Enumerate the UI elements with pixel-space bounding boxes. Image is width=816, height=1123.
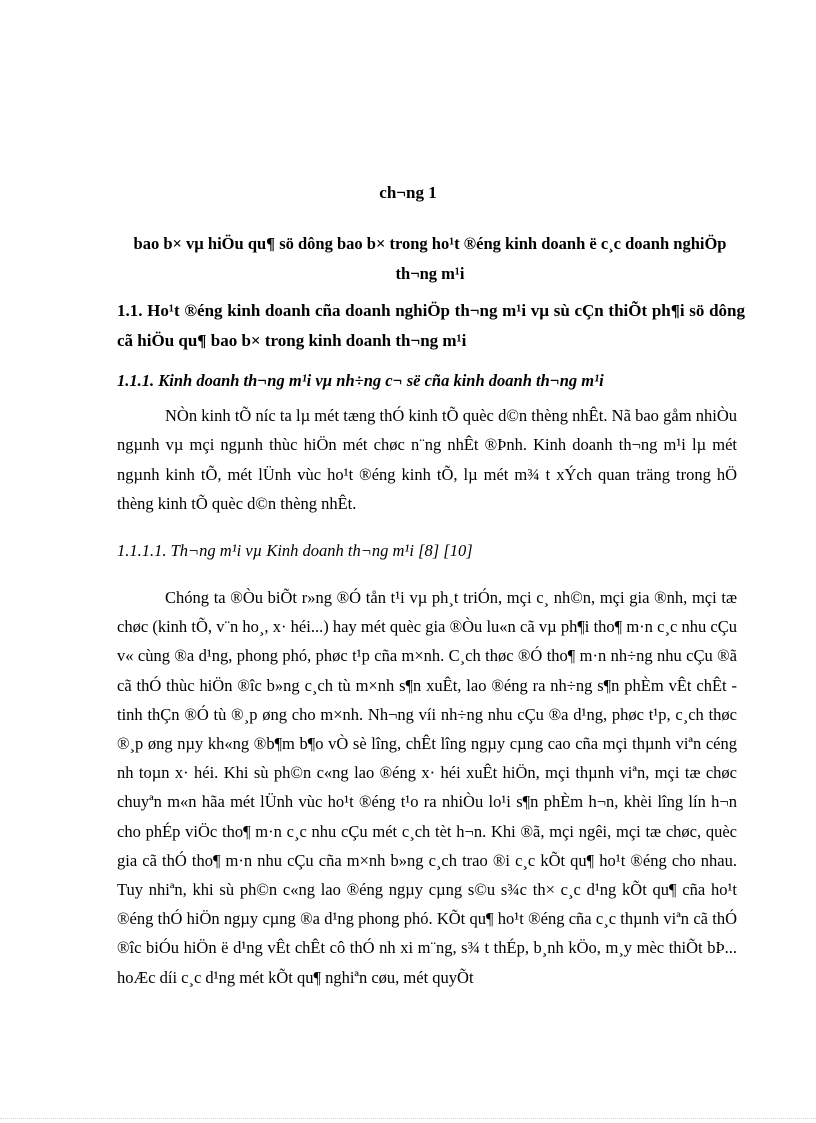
section-1-1-1-1-heading: 1.1.1.1. Th¬ng m¹i vµ Kinh doanh th¬ng m¹i [8] [10] bbox=[117, 541, 473, 560]
section-1-1-heading: 1.1. Ho¹t ®éng kinh doanh cña doanh nghiÖp th¬ng m¹i vµ sù cÇn thiÕt ph¶i sö dông cã hiÖu qu¶ bao b× trong kinh doanh th¬ng m¹i bbox=[117, 301, 745, 350]
chapter-heading: ch¬ng 1 bbox=[379, 183, 437, 202]
body-paragraph: NÒn kinh tÕ níc ta lµ mét tæng thÓ kinh tÕ quèc d©n thèng nhÊt. Nã bao gåm nhiÒu ngµnh vµ mçi ngµnh thùc hiÖn mét chøc n¨ng nhÊt ®Þnh. Kinh doanh th¬ng m¹i lµ mét ngµnh kinh tÕ, mét lÜnh vùc ho¹t ®éng kinh tÕ, lµ mét m¾ t xÝch quan träng trong hÖ thèng kinh tÕ quèc d©n thèng nhÊt. bbox=[117, 406, 737, 513]
section-1-1-1-heading: 1.1.1. Kinh doanh th¬ng m¹i vµ nh÷ng c¬ së cña kinh doanh th¬ng m¹i bbox=[117, 371, 604, 390]
chapter-title: bao b× vµ hiÖu qu¶ sö dông bao b× trong ho¹t ®éng kinh doanh ë c¸c doanh nghiÖp th¬ng m¹i bbox=[133, 234, 727, 283]
body-paragraph: Chóng ta ®Òu biÕt r»ng ®Ó tån t¹i vµ ph¸t triÓn, mçi c¸ nh©n, mçi gia ®nh, mçi tæ chøc (kinh tÕ, v¨n ho¸, x· héi...) hay mét quèc gia ®Òu lu«n cã vµ ph¶i tho¶ m·n c¸c nhu cÇu v« cùng ®a d¹ng, phong phó, phøc t¹p cña m×nh. C¸ch thøc ®Ó tho¶ m·n nh÷ng nhu cÇu ®ã cã thÓ thùc hiÖn ®îc b»ng c¸ch tù m×nh s¶n xuÊt, lao ®éng ra nh÷ng s¶n phÈm vÊt chÊt - tinh thÇn ®Ó tù ®¸p øng cho m×nh. Nh¬ng víi nh÷ng nhu cÇu ®a d¹ng, phøc t¹p, c¸ch thøc ®¸p øng nµy kh«ng ®b¶m b¶o vÒ sè lîng, chÊt lîng ngµy cµng cao cña mçi thµnh viªn céng nh toµn x· héi. Khi sù ph©n c«ng lao ®éng x· héi xuÊt hiÖn, mçi thµnh viªn, mçi tæ chøc chuyªn m«n hãa mét lÜnh vùc ho¹t ®éng t¹o ra nhiÒu lo¹i s¶n phÈm h¬n, khèi lîng lín h¬n cho phÉp viÖc tho¶ m·n c¸c nhu cÇu mét c¸ch tèt h¬n. Khi ®ã, mçi ngêi, mçi tæ chøc, quèc gia cã thÓ tho¶ m·n nhu cÇu cña m×nh b»ng c¸ch trao ®i c¸c kÕt qu¶ ho¹t ®éng cho nhau. Tuy nhiªn, khi sù ph©n c«ng lao ®éng ngµy cµng s©u s¾c th× c¸c d¹ng kÕt qu¶ cña ho¹t ®éng thÓ hiÖn ngµy cµng ®a d¹ng phong phó. KÕt qu¶ ho¹t ®éng cña c¸c thµnh viªn cã thÓ ®îc biÓu hiÖn ë d¹ng vÊt chÊt cô thÓ nh xi m¨ng, s¾ t thÉp, b¸nh kÖo, m¸y mèc thiÕt bÞ... hoÆc díi c¸c d¹ng mét kÕt qu¶ nghiªn cøu, mét quyÕt bbox=[117, 588, 737, 987]
page-bottom-divider bbox=[0, 1118, 816, 1119]
